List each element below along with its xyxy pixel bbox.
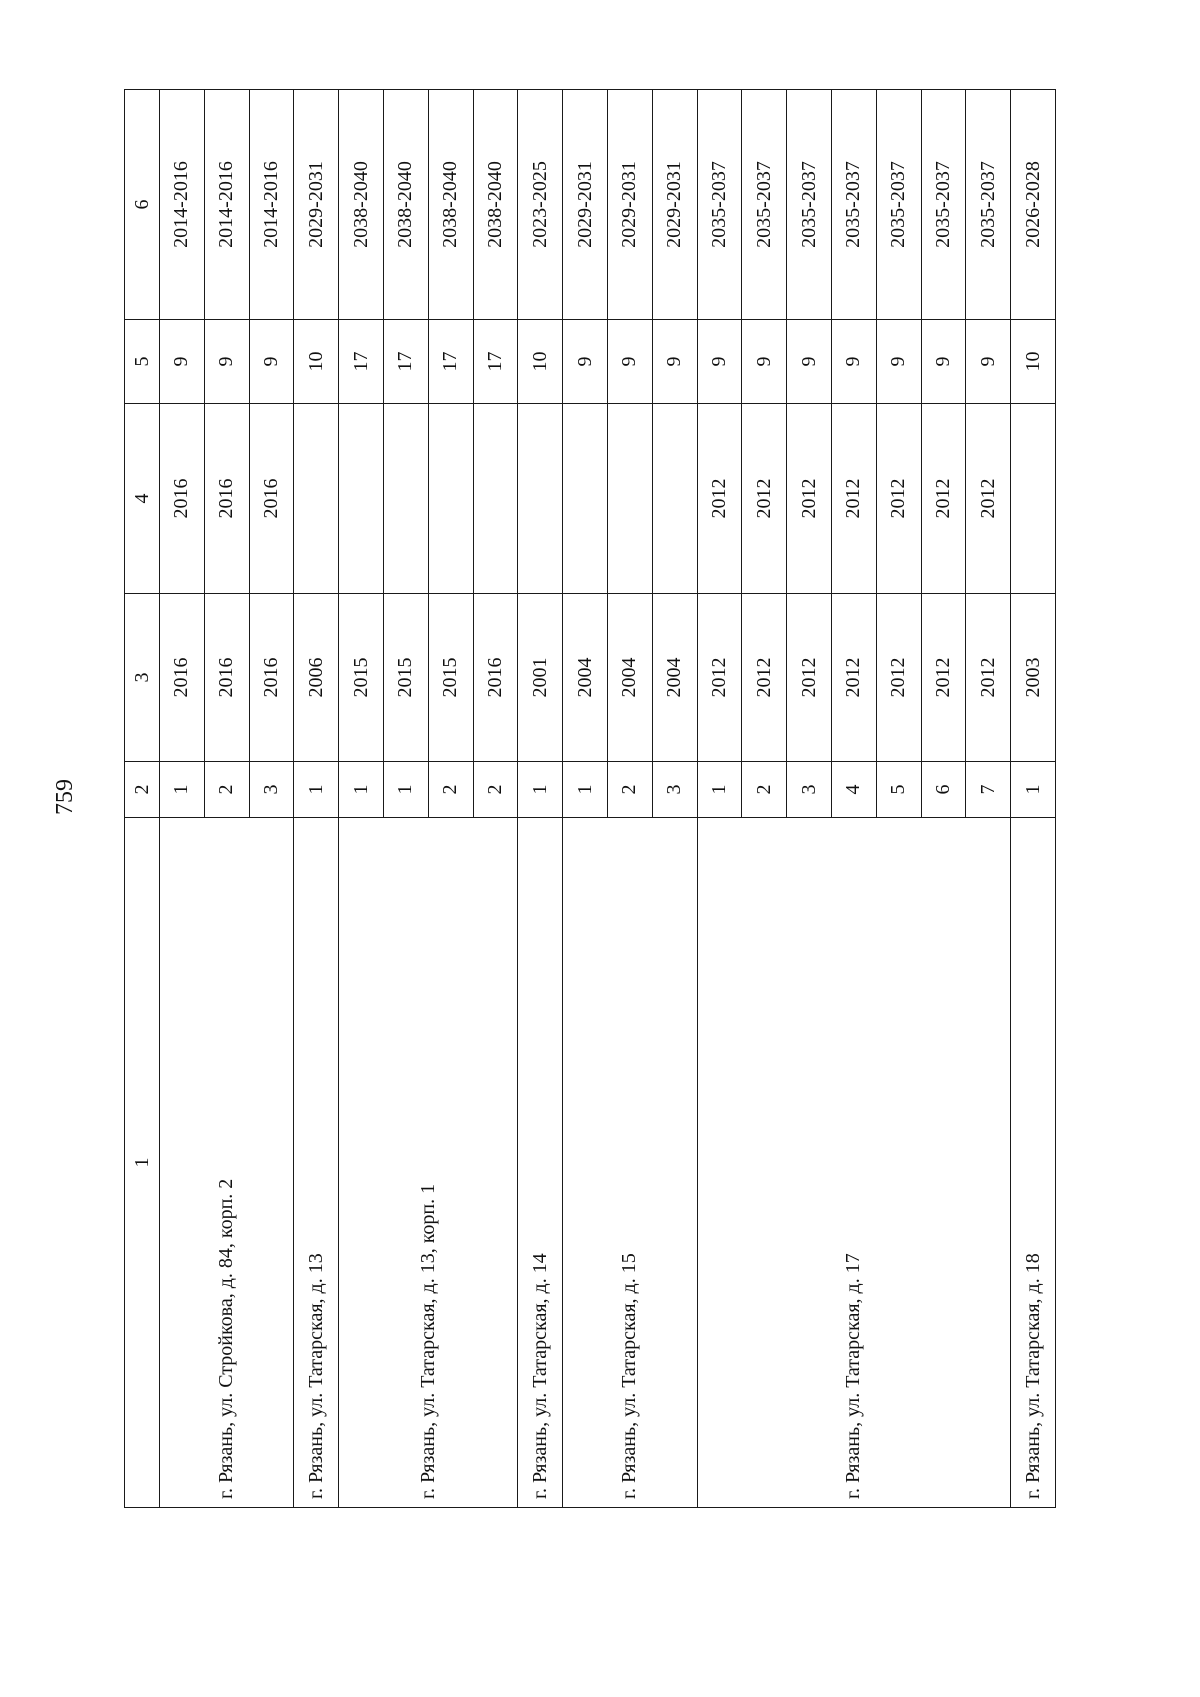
entrance-number-cell: 2 (742, 762, 787, 818)
year-cell: 2012 (921, 594, 966, 762)
entrance-number-cell: 1 (383, 762, 428, 818)
entrance-number-cell: 6 (921, 762, 966, 818)
floors-cell: 17 (473, 320, 518, 404)
period-cell: 2035-2037 (697, 90, 742, 320)
year-cell: 2003 (1011, 594, 1056, 762)
year-cell: 2012 (787, 594, 832, 762)
entrance-number-cell: 1 (518, 762, 563, 818)
column-header-6: 6 (125, 90, 160, 320)
year-cell (294, 404, 339, 594)
year-cell: 2015 (428, 594, 473, 762)
year-cell: 2004 (652, 594, 697, 762)
floors-cell: 9 (831, 320, 876, 404)
year-cell (473, 404, 518, 594)
period-cell: 2023-2025 (518, 90, 563, 320)
entrance-number-cell: 2 (204, 762, 249, 818)
year-cell: 2004 (607, 594, 652, 762)
table-body (160, 90, 1056, 1508)
period-cell: 2029-2031 (563, 90, 608, 320)
year-cell: 2012 (831, 594, 876, 762)
year-cell: 2012 (966, 594, 1011, 762)
year-cell: 2004 (563, 594, 608, 762)
period-cell: 2014-2016 (249, 90, 294, 320)
entrance-number-cell: 3 (652, 762, 697, 818)
year-cell: 2012 (831, 404, 876, 594)
floors-cell: 9 (742, 320, 787, 404)
year-cell (383, 404, 428, 594)
header-row (125, 90, 160, 1508)
year-cell (518, 404, 563, 594)
period-cell: 2035-2037 (876, 90, 921, 320)
year-cell: 2016 (249, 404, 294, 594)
entrance-number-cell: 3 (249, 762, 294, 818)
year-cell (1011, 404, 1056, 594)
period-cell: 2029-2031 (607, 90, 652, 320)
floors-cell: 9 (652, 320, 697, 404)
floors-cell: 9 (607, 320, 652, 404)
year-cell: 2012 (876, 404, 921, 594)
entrance-number-cell: 1 (697, 762, 742, 818)
floors-cell: 9 (966, 320, 1011, 404)
period-cell: 2035-2037 (921, 90, 966, 320)
floors-cell: 10 (518, 320, 563, 404)
table-row (339, 90, 384, 1508)
period-cell: 2026-2028 (1011, 90, 1056, 320)
year-cell: 2016 (204, 404, 249, 594)
table-row (563, 90, 608, 1508)
floors-cell: 9 (787, 320, 832, 404)
entrance-number-cell: 1 (1011, 762, 1056, 818)
year-cell: 2015 (339, 594, 384, 762)
table-row (1011, 90, 1056, 1508)
floors-cell: 9 (204, 320, 249, 404)
floors-cell: 10 (294, 320, 339, 404)
year-cell: 2001 (518, 594, 563, 762)
period-cell: 2038-2040 (473, 90, 518, 320)
address-cell: г. Рязань, ул. Татарская, д. 13 (294, 818, 339, 1508)
year-cell: 2016 (204, 594, 249, 762)
entrance-number-cell: 7 (966, 762, 1011, 818)
table-row (160, 90, 205, 1508)
period-cell: 2038-2040 (428, 90, 473, 320)
entrance-number-cell: 1 (160, 762, 205, 818)
entrance-number-cell: 2 (428, 762, 473, 818)
year-cell (428, 404, 473, 594)
address-cell: г. Рязань, ул. Татарская, д. 15 (563, 818, 697, 1508)
floors-cell: 9 (876, 320, 921, 404)
address-cell: г. Рязань, ул. Стройкова, д. 84, корп. 2 (160, 818, 294, 1508)
table-row (294, 90, 339, 1508)
floors-cell: 9 (249, 320, 294, 404)
period-cell: 2035-2037 (966, 90, 1011, 320)
year-cell: 2015 (383, 594, 428, 762)
page-number: 759 (52, 779, 78, 815)
period-cell: 2038-2040 (383, 90, 428, 320)
year-cell: 2012 (876, 594, 921, 762)
year-cell (652, 404, 697, 594)
column-header-1: 1 (125, 818, 160, 1508)
entrance-number-cell: 2 (607, 762, 652, 818)
floors-cell: 17 (428, 320, 473, 404)
year-cell (563, 404, 608, 594)
period-cell: 2035-2037 (742, 90, 787, 320)
year-cell: 2012 (697, 594, 742, 762)
entrance-number-cell: 1 (294, 762, 339, 818)
year-cell: 2006 (294, 594, 339, 762)
period-cell: 2035-2037 (831, 90, 876, 320)
entrance-number-cell: 5 (876, 762, 921, 818)
floors-cell: 9 (160, 320, 205, 404)
year-cell (339, 404, 384, 594)
address-cell: г. Рязань, ул. Татарская, д. 13, корп. 1 (339, 818, 518, 1508)
entrance-number-cell: 1 (339, 762, 384, 818)
address-cell: г. Рязань, ул. Татарская, д. 18 (1011, 818, 1056, 1508)
year-cell: 2016 (473, 594, 518, 762)
year-cell: 2016 (160, 594, 205, 762)
year-cell: 2012 (921, 404, 966, 594)
column-header-3: 3 (125, 594, 160, 762)
floors-cell: 10 (1011, 320, 1056, 404)
period-cell: 2038-2040 (339, 90, 384, 320)
period-cell: 2029-2031 (652, 90, 697, 320)
period-cell: 2014-2016 (160, 90, 205, 320)
year-cell: 2012 (966, 404, 1011, 594)
column-header-4: 4 (125, 404, 160, 594)
year-cell: 2012 (697, 404, 742, 594)
year-cell (607, 404, 652, 594)
table-row (697, 90, 742, 1508)
entrance-number-cell: 2 (473, 762, 518, 818)
period-cell: 2029-2031 (294, 90, 339, 320)
column-header-5: 5 (125, 320, 160, 404)
address-cell: г. Рязань, ул. Татарская, д. 14 (518, 818, 563, 1508)
address-cell: г. Рязань, ул. Татарская, д. 17 (697, 818, 1011, 1508)
year-cell: 2016 (249, 594, 294, 762)
year-cell: 2012 (742, 594, 787, 762)
year-cell: 2016 (160, 404, 205, 594)
column-header-2: 2 (125, 762, 160, 818)
data-table (124, 89, 1056, 1508)
entrance-number-cell: 3 (787, 762, 832, 818)
rotated-table-wrapper (124, 90, 1056, 1508)
floors-cell: 9 (921, 320, 966, 404)
floors-cell: 9 (697, 320, 742, 404)
entrance-number-cell: 4 (831, 762, 876, 818)
period-cell: 2014-2016 (204, 90, 249, 320)
floors-cell: 17 (339, 320, 384, 404)
table-row (518, 90, 563, 1508)
floors-cell: 17 (383, 320, 428, 404)
year-cell: 2012 (787, 404, 832, 594)
year-cell: 2012 (742, 404, 787, 594)
floors-cell: 9 (563, 320, 608, 404)
period-cell: 2035-2037 (787, 90, 832, 320)
entrance-number-cell: 1 (563, 762, 608, 818)
